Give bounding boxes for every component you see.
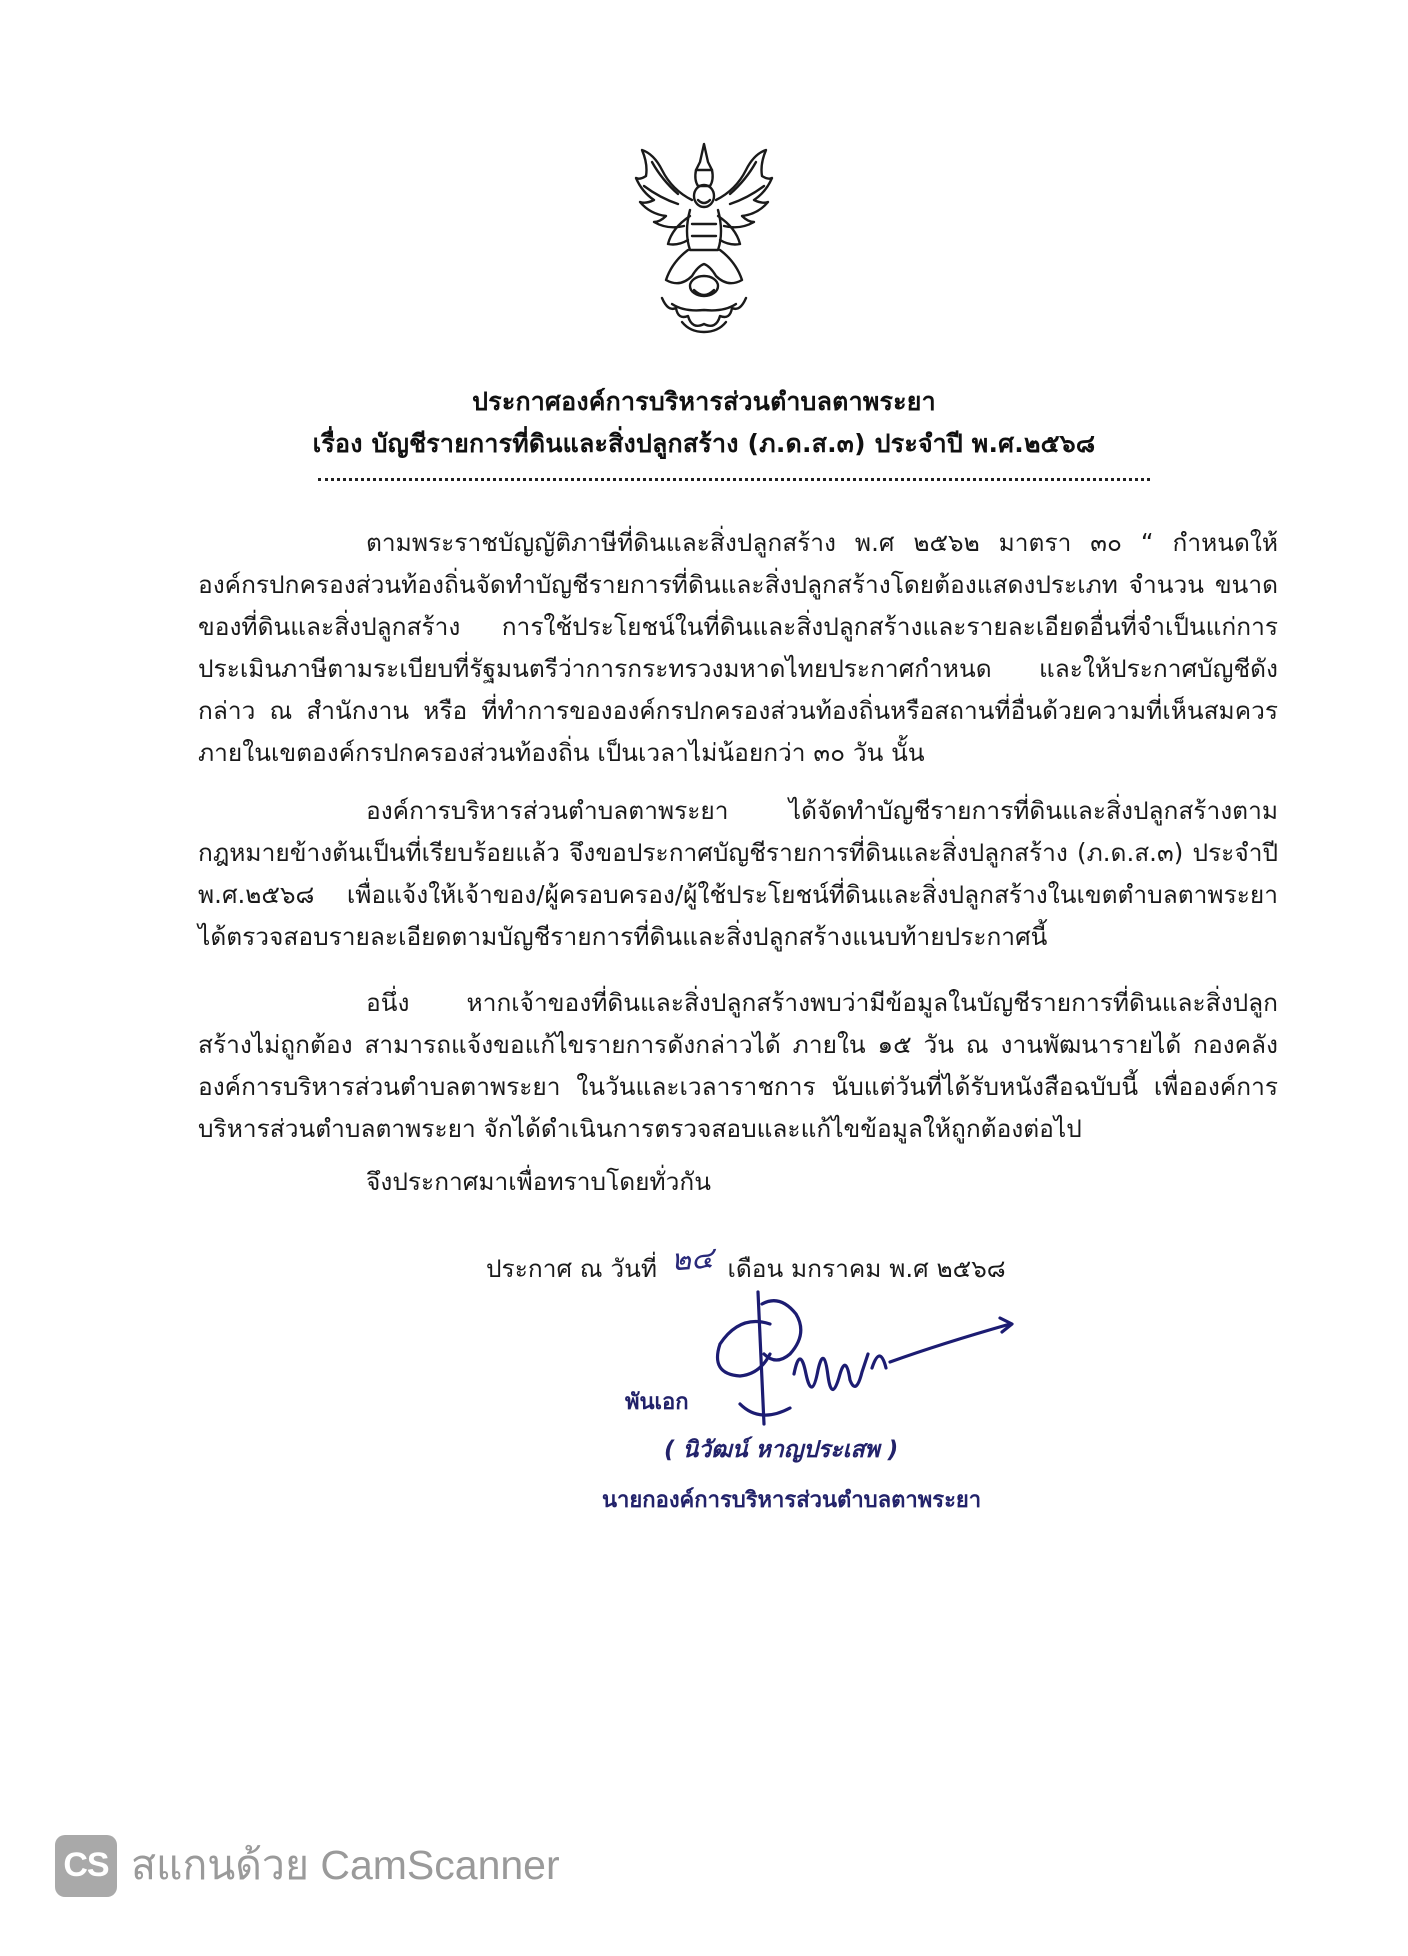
paragraph-2-text: องค์การบริหารส่วนตำบลตาพระยา ได้จัดทำบัญชีรายการที่ดินและสิ่งปลูกสร้างตามกฎหมายข้างต้นเป็นที่เรียบร้อยแล้ว จึงขอประกาศบัญชีรายการที่ดินและสิ่งปลูกสร้าง (ภ.ด.ส.๓) ประจำปี พ.ศ.๒๕๖๘ เพื่อแจ้งให้เจ้าของ/ผู้ครอบครอง/ผู้ใช้ประโยชน์ที่ดินและสิ่งปลูกสร้างในเขตตำบลตาพระยา ได้ตรวจสอบรายละเอียดตามบัญชีรายการที่ดินและสิ่งปลูกสร้างแนบท้ายประกาศนี้: [198, 796, 1278, 951]
paragraph-1-text: ตามพระราชบัญญัติภาษีที่ดินและสิ่งปลูกสร้าง พ.ศ ๒๕๖๒ มาตรา ๓๐ “ กำหนดให้องค์กรปกครองส่วนท้องถิ่นจัดทำบัญชีรายการที่ดินและสิ่งปลูกสร้างโดยต้องแสดงประเภท จำนวน ขนาดของที่ดินและสิ่งปลูกสร้าง การใช้ประโยชน์ในที่ดินและสิ่งปลูกสร้างและรายละเอียดอื่นที่จำเป็นแก่การประเมินภาษีตามระเบียบที่รัฐมนตรีว่าการกระทรวงมหาดไทยประกาศกำหนด และให้ประกาศบัญชีดังกล่าว ณ สำนักงาน หรือ ที่ทำการขององค์กรปกครองส่วนท้องถิ่นหรือสถานที่อื่นด้วยความที่เห็นสมควร ภายในเขตองค์กรปกครองส่วนท้องถิ่น เป็นเวลาไม่น้อยกว่า ๓๐ วัน นั้น: [198, 528, 1278, 767]
watermark-text: สแกนด้วย CamScanner: [131, 1842, 560, 1888]
paragraph-3-text: อนึ่ง หากเจ้าของที่ดินและสิ่งปลูกสร้างพบว่ามีข้อมูลในบัญชีรายการที่ดินและสิ่งปลูกสร้างไม่ถูกต้อง สามารถแจ้งขอแก้ไขรายการดังกล่าวได้ ภายใน ๑๕ วัน ณ งานพัฒนารายได้ กองคลัง องค์การบริหารส่วนตำบลตาพระยา ในวันและเวลาราชการ นับแต่วันที่ได้รับหนังสือฉบับนี้ เพื่อองค์การบริหารส่วนตำบลตาพระยา จักได้ดำเนินการตรวจสอบและแก้ไขข้อมูลให้ถูกต้องต่อไป: [198, 988, 1278, 1143]
announcement-subject: เรื่อง บัญชีรายการที่ดินและสิ่งปลูกสร้าง (ภ.ด.ส.๓) ประจำปี พ.ศ.๒๕๖๘: [312, 429, 1096, 458]
camscanner-watermark: [55, 1833, 560, 1898]
paragraph-2: [198, 790, 1278, 958]
date-suffix: เดือน มกราคม พ.ศ ๒๕๖๘: [727, 1254, 1006, 1283]
handwritten-signature: [700, 1284, 1030, 1434]
paragraph-1: [198, 522, 1278, 774]
date-prefix: ประกาศ ณ วันที่: [486, 1254, 657, 1283]
closing-line: จึงประกาศมาเพื่อทราบโดยทั่วกัน: [366, 1167, 712, 1196]
date-day-handwritten: ๒๔: [669, 1240, 715, 1279]
garuda-emblem-icon: [632, 140, 776, 340]
dotted-divider: [318, 478, 1150, 481]
announcement-title: ประกาศองค์การบริหารส่วนตำบลตาพระยา: [472, 387, 936, 416]
signatory-name: ( นิวัฒน์ หาญประเสพ ): [664, 1437, 899, 1463]
paragraph-3: [198, 982, 1278, 1150]
signatory-rank: พันเอก: [625, 1390, 689, 1415]
camscanner-logo-icon: CS: [55, 1835, 117, 1897]
signatory-position: นายกองค์การบริหารส่วนตำบลตาพระยา: [602, 1488, 982, 1513]
